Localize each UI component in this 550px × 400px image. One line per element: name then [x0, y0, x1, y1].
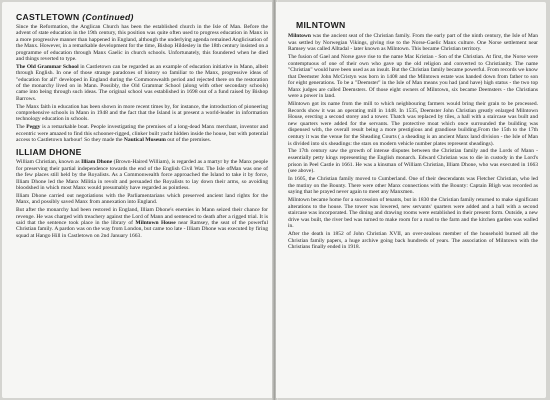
illiam-dhone-heading: ILLIAM DHONE — [16, 147, 82, 158]
execution-text: near Ramsey, the seat of the powerful Christian family. A pardon was on the way from London, but came too late - Illiam Dhone was executed by firing squad at Hango Hill in Castletown on 2nd January 1663. — [16, 219, 268, 239]
paragraph-education: The Manx faith in education has been shown in more recent times by, for instance, the introduction of pioneering comprehensive schools in Mann in 1948 and the fact that the Island is at present a world-leader in information technology education in schools. — [16, 103, 268, 123]
paragraph-negotiations: Illiam Dhone carried out negotiations with the Parliamentarians which preserved ancient land rights for the Manx, and possibly saved Manx from annexation into England. — [16, 192, 268, 206]
paragraph-archive: After the death in 1852 of John Christian XVII, an over-zealous member of the household burned all the Christian family papers, a huge archive going back hundreds of years. The association of Milntown with the Christians finally ended in 1918. — [288, 231, 538, 251]
paragraph-milntown-intro — [288, 33, 538, 53]
illiam-pre: William Christian, known as — [16, 159, 82, 166]
paragraph-reformation: Since the Reformation, the Anglican Church has been the established church in the Isle of Man. Before the advent of state education in the 19th century, this position was quite often used to progress education in Manx in a more progressive manner than happened in England, although the underlying agenda remained Anglicisation of the Manx. However, in a remarkable development for the time, Bishop Hildesley in the 18th century insisted on a programme of education through Manx Gaelic in church schools. Unfortunately, this foundered when he died and things reverted to type. — [16, 24, 268, 63]
paragraph-mill: Milntown got its name from the mill to which neighbouring farmers would bring their grain to be processed. Records show it was an operating mill in 1448. In 1535, Deemster John Christian greatly enlarged Milntown House, erecting a second storey and a tower. Thatch was replaced by tiles, a hall with a staircase was built and new quarters were added for the servants. The protective moat which once surrounded the building was dispensed with, the overall result being a more prestigious and grandiose building.From the 15th to the 17th century it was the venue for the Sheading Courts ( a sheading is an ancient Manx land division - the Isle of Man is divided into six sheadings: the stars on modern vehicle number plates represent sheadings). — [288, 101, 538, 147]
old-grammar-school-bold: The Old Grammar School — [16, 63, 79, 70]
peggy-end: out of the premises. — [165, 137, 212, 144]
illiam-text: (Brown-Haired William), is regarded as a martyr by the Manx people for preserving their partial independence towards the end of the English Civil War. The Isle ofMan was one of the few places still held by the Royalists. As a Commonwealth force approached the Island to take it by force, Illiam Dhone led the Manx Militia in revolt and persuaded the Royalists to lay down their arms, so avoiding bloodshed in which most Manx would presumably have regarded as pointless. — [16, 159, 268, 192]
heading-continued: (Continued) — [82, 12, 134, 22]
paragraph-17th-century: The 17th century saw the growth of intense disputes between the Christian family and the Lords of Mann - essentially petty kings representing the English monarch. Edward Christian was to die in custody in the Lord's prison in Peel Castle in 1661. He was a kinsman of William Christian, Illiam Dhone, who was executed in 1663 (see above). — [288, 148, 538, 175]
milntown-house-bold: Milntown House — [135, 219, 176, 226]
peggy-text: is a remarkable boat. People investigating the premises of a long-dead Manx merchant, inventor and eccentric were amazed to find this schooner-rigged, clinker built yacht hidden inside the house, but with potential access to Castletown harbour! So they made the — [16, 124, 268, 144]
paragraph-grammar-school — [16, 64, 268, 102]
right-page — [276, 2, 546, 398]
nautical-museum-bold: Nautical Museum — [123, 137, 166, 144]
illiam-dhone-bold: Illiam Dhone — [81, 159, 113, 166]
castletown-heading — [16, 12, 268, 22]
peggy-pre: The — [16, 124, 27, 131]
peggy-bold: Peggy — [26, 124, 41, 131]
milntown-intro-text: was the ancient seat of the Christian family. From the early part of the ninth century, the Isle of Man was settled by Norwegian Vikings, giving rise to the Norse-Gaelic Manx culture. One Norse settlement near Ramsey was called Alltadal - later known as Milntown. This became Christian territory. — [288, 33, 538, 53]
execution-pre: But after the monarchy had been restored in England, Illiam Dhone's enemies in Mann seized their chance for revenge. He was charged with treachery against the Lord of Mann and sentenced to death after a rigged trial. It is said that the sentence took place in the library of — [16, 207, 268, 226]
milntown-bold: Milntown — [288, 33, 311, 39]
paragraph-cumberland: In 1605, the Christian family moved to Cumberland. One of their descendants was Fletcher Christian, who led the mutiny on the Bounty. There were other Manx connections with the Bounty: Captain Bligh was recorded as saying that he prayed never again to meet any Manxmen. — [288, 176, 538, 196]
paragraph-peggy — [16, 124, 268, 143]
grammar-school-text: in Castletown can be regarded as an example of education initiative in Mann, albeit through English. In one of those strange paradoxes of history so familiar to the Manx, progressive ideas of "education for all" developed in England during the Commonwealth period and rejected there on the restoration of the monarchy lived on in Mann. Possibly, the Old Grammar School (along with other secondary schools) came into being through such ideas. The original school was established in 1698 out of a fund raised by Bishop Barrows. — [16, 63, 268, 102]
heading-title: CASTLETOWN — [16, 12, 80, 22]
paragraph-tenants: Milntown became home for a succession of tenants, but in 1830 the Christian family returned to make significant alterations to the house. The tower was lowered, new servants' quarters were added and a hall with a second staircase was incorporated. The dining and drawing rooms were established in their present form. Outside, a new drive was built, the river bed was turned to make room for a road to the farm and the kitchen garden was walled in. — [288, 197, 538, 230]
left-page — [2, 2, 274, 398]
paragraph-execution — [16, 207, 268, 239]
milntown-heading: MILNTOWN — [296, 20, 346, 30]
paragraph-gael-norse: The fusion of Gael and Norse gave rise to the name Mac Kristian - Son of the Christian. At first, the Norse were contemptuous of one of their own who gave up the old religion and converted to Christianity. The name "Christian" would have been used as an insult. But the Christian family became powerful. From records we know that Deemster John McCristyn was born in 1408 and the Milntown estate was handed down from father to son for eight generations. To be a "Deemster" in the Isle of Man means you had (and have) high status - the two top Manx judges are called Deemsters. Of those eight owners of Milntown, six became Deemsters - the Christians were a power in land. — [288, 54, 538, 100]
paragraph-illiam-intro — [16, 159, 268, 191]
